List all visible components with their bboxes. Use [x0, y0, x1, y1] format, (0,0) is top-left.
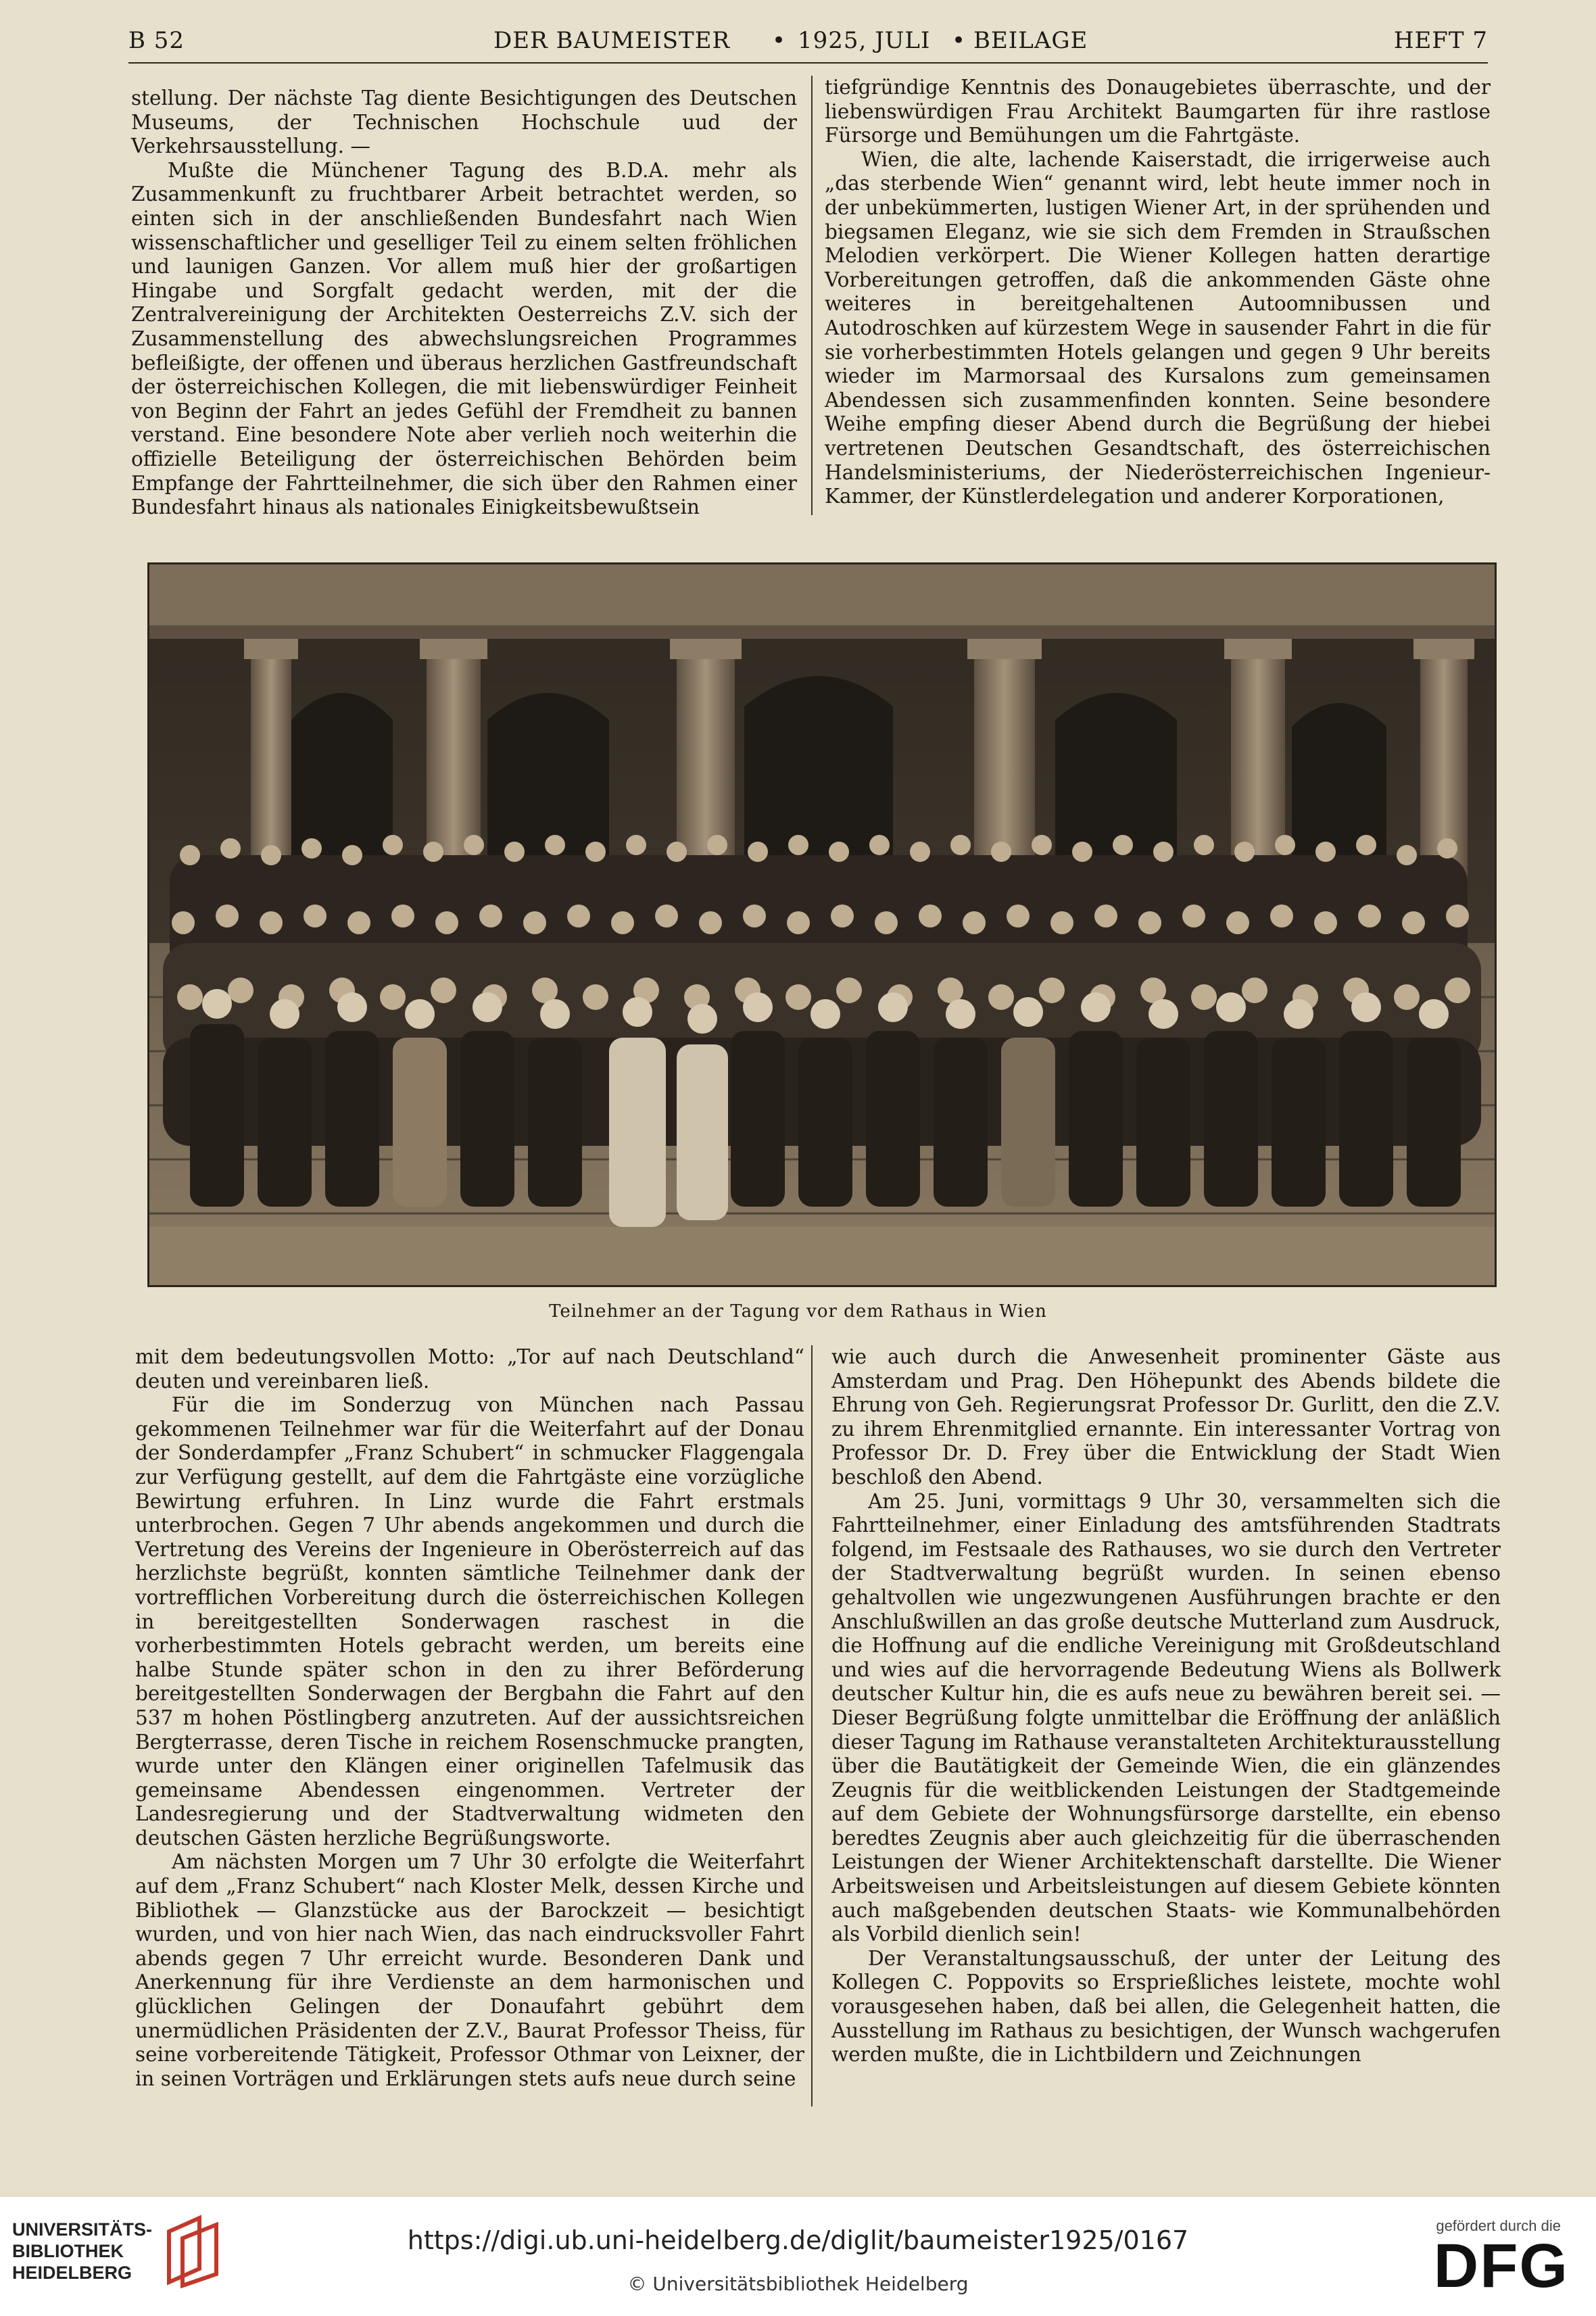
library-name-line: HEIDELBERG	[12, 2263, 132, 2283]
dfg-logo-icon[interactable]: DFG	[1433, 2231, 1569, 2300]
paragraph: wie auch durch die Anwesenheit prominenter Gäste aus Amsterdam und Prag. Den Höhepunkt des Abends bildete die Ehrung von Geh. Regierungsrat Professor Dr. Gurlitt, den die Z.V. zu ihrem Ehrenmitglied ernannte. Ein interessanter Vortrag von Professor Dr. D. Frey über die Entwicklung der Stadt Wien beschloß den Abend.	[831, 1345, 1501, 1489]
library-name-line: BIBLIOTHEK	[12, 2241, 124, 2261]
paragraph: Der Veranstaltungsausschuß, der unter der Leitung des Kollegen C. Poppovits so Ersprießliches leistete, mochte wohl vorausgesehen haben, daß bei allen, die Gelegenheit hatten, die Ausstellung im Rathaus zu besichtigen, der Wunsch wachgerufen werden mußte, die in Lichtbildern und Zeichnungen	[831, 1946, 1501, 2067]
header-rule	[128, 62, 1488, 64]
header-dot-2: •	[952, 27, 967, 54]
crowd-shapes	[163, 835, 1481, 1227]
paragraph: Am nächsten Morgen um 7 Uhr 30 erfolgte die Weiterfahrt auf dem „Franz Schubert“ nach Kloster Melk, dessen Kirche und Bibliothek — Glanzstücke aus der Barockzeit — besichtigt wurden, und von hier nach Wien, das nach eindrucksvoller Fahrt abends gegen 7 Uhr erreicht wurde. Besonderen Dank und Anerkennung für ihre Verdienste an dem harmonischen und glücklichen Gelingen der Donaufahrt gebührt dem unermüdlichen Präsidenten der Z.V., Baurat Professor Theiss, für seine vorbereitende Tätigkeit, Professor Othmar von Leixner, der in seinen Vorträgen und Erklärungen stets aufs neue durch seine	[135, 1850, 804, 2090]
issue-date: 1925, JULI	[798, 27, 931, 54]
text-column-bottom-left	[135, 1345, 804, 2091]
paragraph: Am 25. Juni, vormittags 9 Uhr 30, versammelten sich die Fahrtteilnehmer, einer Einladung des amtsführenden Stadtrats folgend, im Festsaale des Rathauses, wo sie durch den Vertreter der Stadtverwaltung begrüßt wurden. In seinen ebenso gehaltvollen wie ungezwungenen Ausführungen brachte er den Anschlußwillen an das große deutsche Mutterland zum Ausdruck, die Hoffnung auf die endliche Vereinigung mit Großdeutschland und wies auf die hervorragende Bedeutung Wiens als Bollwerk deutscher Kultur hin, die es aufs neue zu bewähren bereit sei. — Dieser Begrüßung folgte unmittelbar die Eröffnung der anläßlich dieser Tagung im Rathause veranstalteten Architekturausstellung über die Bautätigkeit der Gemeinde Wien, die ein glänzendes Zeugnis für die weitblickenden Leistungen der Stadtgemeinde auf dem Gebiete der Wohnungsfürsorge darstellte, ein ebenso beredtes Zeugnis aber auch gleichzeitig für die überraschenden Leistungen der Wiener Architektenschaft darstellte. Die Wiener Arbeitsweisen und Arbeitsleistungen auf diesem Gebiete könnten auch maßgebenden deutschen Staats- wie Kommunalbehörden als Vorbild dienlich sein!	[831, 1489, 1501, 1946]
paragraph: Mußte die Münchener Tagung des B.D.A. mehr als Zusammenkunft zu fruchtbarer Arbeit betrachtet werden, so einten sich in der anschließenden Bundesfahrt nach Wien wissenschaftlicher und geselliger Teil zu einem selten fröhlichen und launigen Ganzen. Vor allem muß hier der großartigen Hingabe und Sorgfalt gedacht werden, mit der die Zentralvereinigung der Architekten Oesterreichs Z.V. sich der Zusammenstellung des abwechslungsreichen Programmes befleißigte, der offenen und überaus herzlichen Gastfreundschaft der österreichischen Kollegen, die mit liebenswürdiger Feinheit von Beginn der Fahrt an jedes Gefühl der Fremdheit zu bannen verstand. Eine besondere Note aber verlieh noch weiterhin die offizielle Beteiligung der österreichischen Behörden beim Empfange der Fahrtteilnehmer, die sich über den Rahmen einer Bundesfahrt hinaus als nationales Einigkeitsbewußtsein	[131, 158, 797, 519]
paragraph: tiefgründige Kenntnis des Donaugebietes überraschte, und der liebenswürdigen Frau Architekt Baumgarten für ihre rastlose Fürsorge und Bemühungen um die Fahrtgäste.	[825, 76, 1491, 147]
paragraph: mit dem bedeutungsvollen Motto: „Tor auf nach Deutschland“ deuten und vereinbaren ließ.	[135, 1345, 804, 1393]
section-label: BEILAGE	[973, 27, 1088, 54]
funded-by-label: gefördert durch die	[1436, 2217, 1561, 2234]
column-rule-bottom	[811, 1345, 813, 2106]
copyright-notice: © Universitätsbibliothek Heidelberg	[627, 2273, 969, 2295]
page-number: B 52	[128, 27, 185, 54]
photo-illustration	[149, 564, 1495, 1285]
library-name-line: UNIVERSITÄTS-	[12, 2219, 153, 2240]
photo-caption: Teilnehmer an der Tagung vor dem Rathaus in Wien	[549, 1301, 1047, 1322]
text-column-top-left	[131, 87, 797, 520]
header-dot-1: •	[772, 27, 787, 54]
paragraph: Wien, die alte, lachende Kaiserstadt, die irrigerweise auch „das sterbende Wien“ genannt wird, lebt heute immer noch in der unbekümmerten, lustigen Wiener Art, in der sprühenden und biegsamen Eleganz, wie sie sich dem Fremden in Straußschen Melodien verkörpert. Die Wiener Kollegen hatten derartige Vorbereitungen getroffen, daß die ankommenden Gäste ohne weiteres in bereitgehaltenen Autoomnibussen und Autodroschken auf kürzestem Wege in sausender Fahrt in die für sie vorherbestimmten Hotels gelangen und gegen 9 Uhr bereits wieder im Marmorsaal des Kursalons zum gemeinsamen Abendessen sich zusammenfinden konnten. Seine besondere Weihe empfing dieser Abend durch die Begrüßung der hiebei vertretenen Deutschen Gesandtschaft, des österreichischen Handelsministeriums, der Niederösterreichischen Ingenieur-Kammer, der Künstlerdelegation und anderer Korporationen,	[825, 147, 1491, 508]
source-url-link[interactable]: https://digi.ub.uni-heidelberg.de/diglit/baumeister1925/0167	[407, 2225, 1189, 2255]
running-header	[128, 27, 1488, 59]
text-column-top-right	[825, 76, 1491, 509]
viewer-footer	[0, 2197, 1596, 2316]
journal-title: DER BAUMEISTER	[493, 27, 731, 54]
paragraph: Für die im Sonderzug von München nach Passau gekommenen Teilnehmer war für die Weiterfahrt auf der Donau der Sonderdampfer „Franz Schubert“ in schmucker Flaggengala zur Verfügung gestellt, auf dem die Fahrtgäste eine vorzügliche Bewirtung erfuhren. In Linz wurde die Fahrt erstmals unterbrochen. Gegen 7 Uhr abends angekommen und durch die Vertretung des Vereins der Ingenieure in Oberösterreich auf das herzlichste begrüßt, konnten sämtliche Teilnehmer dank der vortrefflichen Vorbereitung durch die österreichischen Kollegen in bereitgestellten Sonderwagen raschest in die vorherbestimmten Hotels gebracht werden, um bereits eine halbe Stunde später schon in den zu ihrer Beförderung bereitgestellten Sonderwagen der Bergbahn die Fahrt auf den 537 m hohen Pöstlingberg anzutreten. Auf der aussichtsreichen Bergterrasse, deren Tische in reichem Rosenschmucke prangten, wurde unter den Klängen einer originellen Tafelmusik das gemeinsame Abendessen eingenommen. Vertreter der Landesregierung und der Stadtverwaltung widmeten den deutschen Gästen herzliche Begrüßungsworte.	[135, 1393, 804, 1850]
text-column-bottom-right	[831, 1345, 1501, 2067]
paragraph: stellung. Der nächste Tag diente Besichtigungen des Deutschen Museums, der Technischen Hochschule uud der Verkehrsausstellung. —	[131, 87, 797, 158]
issue-number: HEFT 7	[1393, 27, 1488, 54]
group-photo	[147, 562, 1497, 1287]
column-rule-top	[811, 76, 813, 515]
